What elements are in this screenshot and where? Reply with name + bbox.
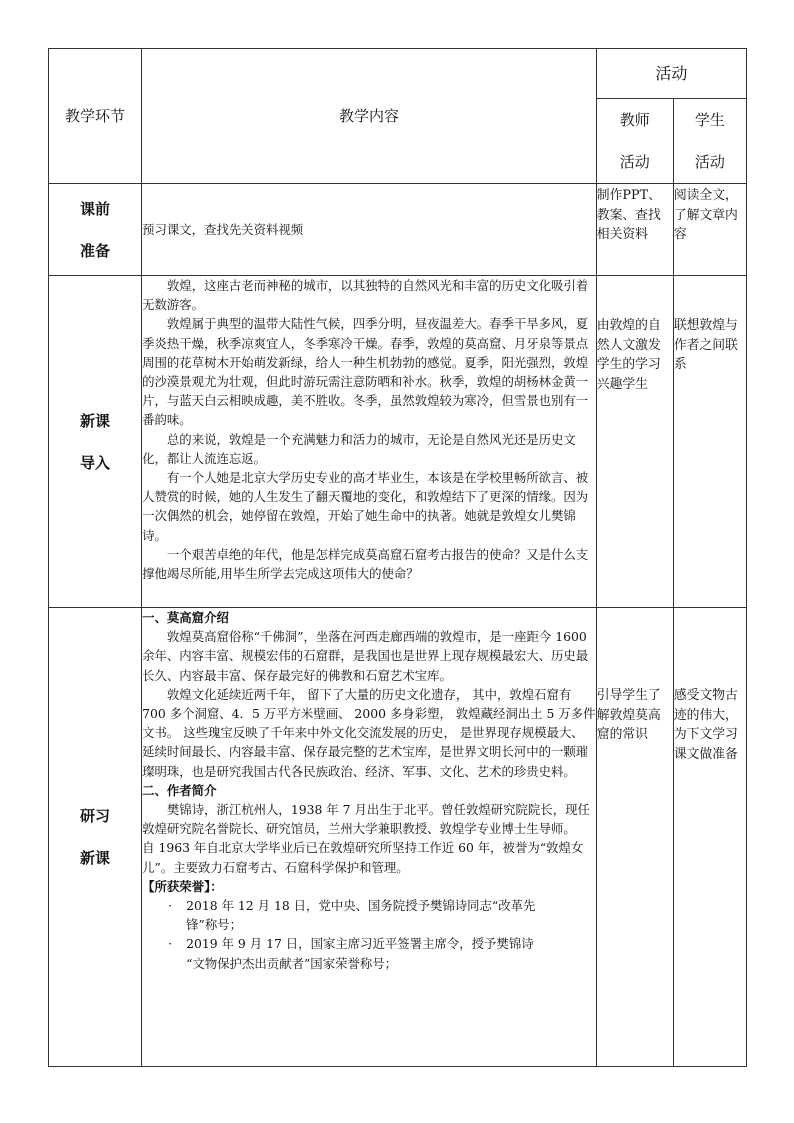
- stage-study: [49, 608, 142, 1067]
- study-student-text: 感受文物古迹的伟大，为下文学习课文做准备: [673, 688, 738, 762]
- honor-item-text: 锋”称号；: [186, 917, 243, 933]
- intro-paragraph: 敦煌，这座古老而神秘的城市，以其独特的自然风光和丰富的历史文化吸引着无数游客。: [142, 278, 589, 313]
- honor-item-text: “文物保护杰出贡献者”国家荣誉称号；: [186, 955, 398, 971]
- section-heading-author: 二、作者简介: [142, 782, 217, 798]
- intro-content: [142, 276, 597, 608]
- stage-study-line2: 新课: [80, 849, 111, 867]
- header-teacher-label: 教师: [619, 111, 650, 129]
- stage-intro: [49, 276, 142, 608]
- bullet-icon: ·: [168, 936, 173, 952]
- stage-prep-line1: 课前: [80, 199, 111, 218]
- header-stage-label: 教学环节: [65, 107, 126, 125]
- intro-paragraph: 一个艰苦卓绝的年代，他是怎样完成莫高窟石窟考古报告的使命？又是什么支撑他竭尽所能,用毕生所学去完成这项伟大的使命？: [142, 546, 589, 582]
- stage-prep-line2: 准备: [80, 241, 111, 260]
- intro-paragraph: 有一个人她是北京大学历史专业的高才毕业生，本该是在学校里畅所欲言、被人赞赏的时候，她的人生发生了翻天覆地的变化，和敦煌结下了更深的情缘。因为一次偶然的机会，她停留在敦煌，开始了她生命中的执著。她就是敦煌女儿樊锦诗。: [142, 470, 589, 543]
- study-paragraph: 敦煌文化延续近两千年， 留下了大量的历史文化遗存， 其中，敦煌石窟有 700 多个洞窟、4．5 万平方米壁画、 2000 多身彩塑， 敦煌藏经洞出土 5 万多件文书。 这些瑰宝反映了千年来中外文化交流发展的历史， 是世界现存规模最大、 延续时间最长、内容最丰富、保存最完整的艺术宝库，是世界文明长河中的一颗璀璨明珠，也是研究我国古代各民族政治、经济、军事、文化、艺术的珍贵史料。: [142, 686, 596, 779]
- prep-student-activity: [673, 184, 746, 276]
- intro-paragraph: 总的来说，敦煌是一个充满魅力和活力的城市，无论是自然风光还是历史文化，都让人流连忘返。: [142, 431, 576, 466]
- bullet-icon: ·: [168, 898, 173, 914]
- section-heading-mogao: 一、莫高窟介绍: [142, 610, 229, 625]
- header-student-activity: [673, 99, 746, 184]
- honor-item: [142, 934, 596, 953]
- stage-prep: [49, 184, 142, 276]
- header-activity: [596, 49, 746, 99]
- honor-item-text: 2019 年 9 月 17 日，国家主席习近平签署主席令，授予樊锦诗: [186, 936, 534, 952]
- honors-heading: 【所获荣誉】：: [142, 878, 223, 894]
- study-student-activity: [673, 608, 746, 1067]
- intro-student-activity: [673, 276, 746, 608]
- stage-intro-line2: 导入: [80, 453, 111, 472]
- prep-teacher-text: 制作PPT、教案、查找相关资料: [596, 188, 661, 242]
- header-student-label: 学生: [694, 111, 725, 129]
- study-paragraph: 樊锦诗，浙江杭州人，1938 年 7 月出生于北平。曾任敦煌研究院院长，现任敦煌研究院名誉院长、研究馆员，兰州大学兼职教授、敦煌学专业博士生导师。: [142, 802, 590, 837]
- lesson-plan-table: [48, 48, 747, 1067]
- header-student-activity-label: 活动: [694, 153, 725, 171]
- study-teacher-text: 引导学生了解敦煌莫高窟的常识: [596, 688, 661, 742]
- header-stage: [49, 49, 142, 184]
- study-paragraph: 敦煌莫高窟俗称“千佛洞”，坐落在河西走廊西端的敦煌市，是一座距今 1600 余年、内容丰富、规模宏伟的石窟群，是我国也是世界上现存规模最宏大、历史最长久、内容最丰富、保存最完好的佛教和石窟艺术宝库。: [142, 629, 589, 683]
- study-content: [142, 608, 597, 1067]
- stage-intro-line1: 新课: [80, 411, 111, 430]
- intro-student-text: 联想敦煌与作者之间联系: [673, 318, 738, 372]
- intro-paragraph: 敦煌属于典型的温带大陆性气候，四季分明，昼夜温差大。春季干旱多风，夏季炎热干燥，秋季凉爽宜人，冬季寒冷干燥。春季，敦煌的莫高窟、月牙泉等景点周围的花草树木开始萌发新绿，给人一种生机勃勃的感觉。夏季，阳光强烈，敦煌的沙漠景观尤为壮观，但此时游玩需注意防晒和补水。秋季，敦煌的胡杨林金黄一片，与蓝天白云相映成趣，美不胜收。冬季，虽然敦煌较为寒冷，但雪景也别有一番韵味。: [142, 316, 589, 428]
- prep-content-text: 预习课文，查找先关资料视频: [142, 221, 304, 237]
- intro-teacher-text: 由敦煌的自然人文激发学生的学习兴趣学生: [596, 318, 661, 392]
- header-content: [142, 49, 597, 184]
- intro-teacher-activity: [596, 276, 673, 608]
- honor-item: [142, 896, 596, 915]
- study-teacher-activity: [596, 608, 673, 1067]
- study-paragraph: 自 1963 年自北京大学毕业后已在敦煌研究所坚持工作近 60 年，被誉为“敦煌女儿”。主要致力石窟考古、石窟科学保护和管理。: [142, 840, 584, 875]
- header-content-label: 教学内容: [338, 107, 399, 125]
- prep-teacher-activity: [596, 184, 673, 276]
- honor-item-text: 2018 年 12 月 18 日，党中央、国务院授予樊锦诗同志“改革先: [186, 898, 536, 914]
- prep-content: [142, 184, 597, 276]
- stage-study-line1: 研习: [80, 807, 111, 825]
- header-teacher-activity-label: 活动: [619, 153, 650, 171]
- header-activity-label: 活动: [655, 63, 688, 83]
- header-teacher-activity: [596, 99, 673, 184]
- prep-student-text: 阅读全文，了解文章内容: [673, 188, 738, 242]
